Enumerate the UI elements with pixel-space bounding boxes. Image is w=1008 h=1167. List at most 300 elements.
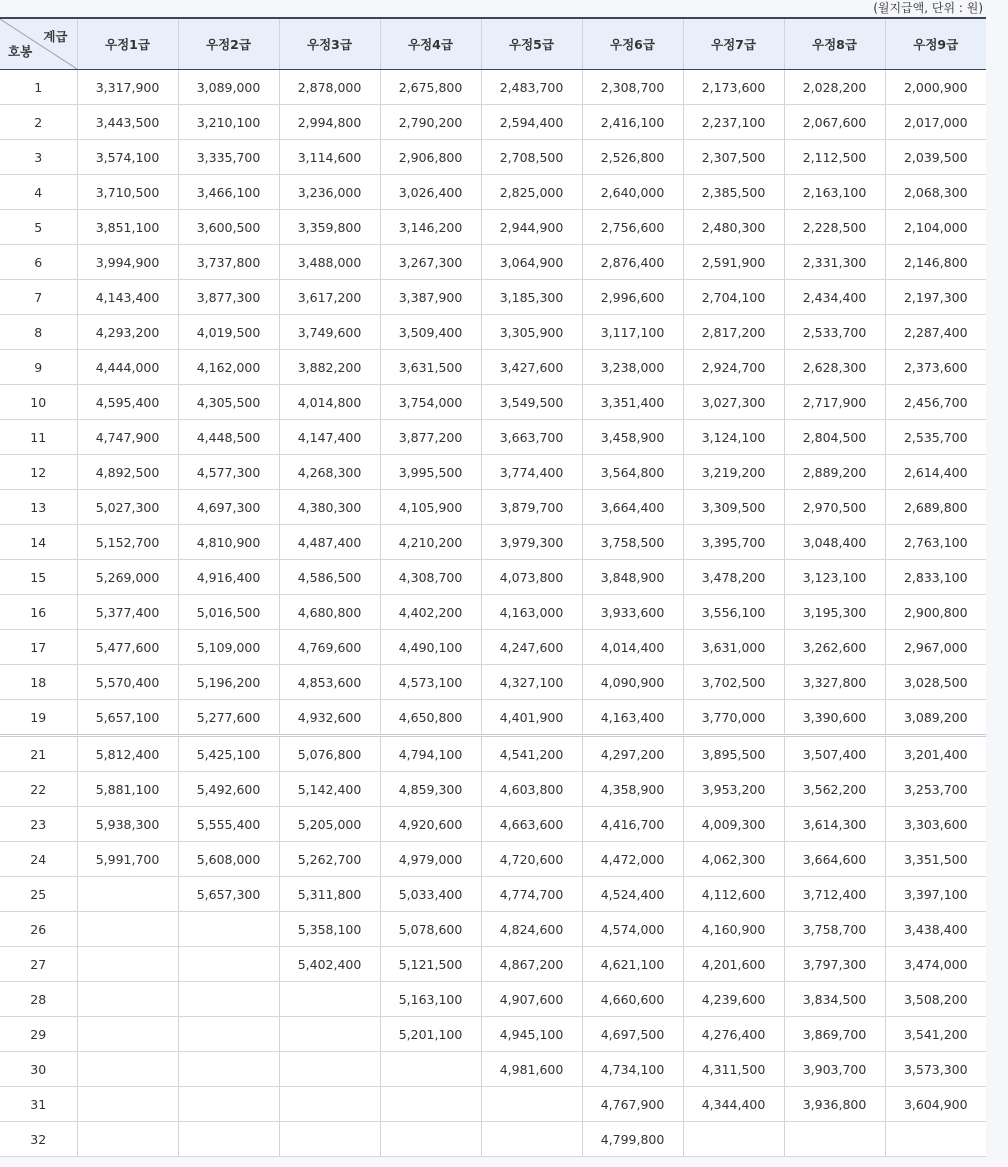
step-cell: 9 xyxy=(0,350,77,385)
table-row xyxy=(0,807,986,842)
salary-cell: 3,146,200 xyxy=(380,210,481,245)
step-cell: 1 xyxy=(0,70,77,105)
salary-cell: 4,859,300 xyxy=(380,772,481,807)
salary-cell: 3,631,500 xyxy=(380,350,481,385)
salary-cell: 3,737,800 xyxy=(178,245,279,280)
salary-cell: 2,594,400 xyxy=(481,105,582,140)
salary-cell: 4,472,000 xyxy=(582,842,683,877)
step-cell: 13 xyxy=(0,490,77,525)
salary-cell: 2,967,000 xyxy=(885,630,986,665)
salary-cell: 2,307,500 xyxy=(683,140,784,175)
salary-cell: 4,916,400 xyxy=(178,560,279,595)
salary-cell: 4,073,800 xyxy=(481,560,582,595)
salary-cell: 4,268,300 xyxy=(279,455,380,490)
salary-cell: 2,906,800 xyxy=(380,140,481,175)
salary-cell: 2,628,300 xyxy=(784,350,885,385)
salary-cell: 5,377,400 xyxy=(77,595,178,630)
step-cell: 24 xyxy=(0,842,77,877)
salary-cell: 5,076,800 xyxy=(279,736,380,772)
table-row xyxy=(0,982,986,1017)
salary-cell: 2,480,300 xyxy=(683,210,784,245)
salary-cell: 2,817,200 xyxy=(683,315,784,350)
salary-cell: 5,196,200 xyxy=(178,665,279,700)
salary-cell: 3,195,300 xyxy=(784,595,885,630)
step-cell: 25 xyxy=(0,877,77,912)
salary-cell: 2,228,500 xyxy=(784,210,885,245)
salary-cell: 2,163,100 xyxy=(784,175,885,210)
salary-cell: 4,981,600 xyxy=(481,1052,582,1087)
salary-cell: 5,163,100 xyxy=(380,982,481,1017)
table-row xyxy=(0,210,986,245)
table-row xyxy=(0,525,986,560)
salary-cell: 4,574,000 xyxy=(582,912,683,947)
table-row xyxy=(0,455,986,490)
salary-cell xyxy=(77,1017,178,1052)
salary-cell: 3,351,500 xyxy=(885,842,986,877)
table-row xyxy=(0,842,986,877)
table-row xyxy=(0,350,986,385)
salary-cell: 2,790,200 xyxy=(380,105,481,140)
salary-cell: 5,492,600 xyxy=(178,772,279,807)
salary-cell: 2,068,300 xyxy=(885,175,986,210)
salary-cell: 3,869,700 xyxy=(784,1017,885,1052)
table-row xyxy=(0,1122,986,1157)
salary-cell: 2,708,500 xyxy=(481,140,582,175)
salary-cell xyxy=(77,1122,178,1157)
salary-cell: 3,508,200 xyxy=(885,982,986,1017)
salary-cell: 3,048,400 xyxy=(784,525,885,560)
salary-cell: 3,936,800 xyxy=(784,1087,885,1122)
salary-cell: 3,124,100 xyxy=(683,420,784,455)
salary-cell: 2,434,400 xyxy=(784,280,885,315)
salary-cell: 3,488,000 xyxy=(279,245,380,280)
salary-cell: 2,994,800 xyxy=(279,105,380,140)
salary-cell xyxy=(77,1087,178,1122)
step-cell: 27 xyxy=(0,947,77,982)
salary-cell: 3,123,100 xyxy=(784,560,885,595)
salary-cell: 3,770,000 xyxy=(683,700,784,736)
salary-cell: 5,078,600 xyxy=(380,912,481,947)
salary-cell: 2,689,800 xyxy=(885,490,986,525)
salary-cell: 4,327,100 xyxy=(481,665,582,700)
salary-cell: 2,287,400 xyxy=(885,315,986,350)
salary-cell: 2,591,900 xyxy=(683,245,784,280)
salary-cell: 4,014,800 xyxy=(279,385,380,420)
salary-cell: 2,717,900 xyxy=(784,385,885,420)
salary-cell: 3,758,500 xyxy=(582,525,683,560)
salary-cell: 4,774,700 xyxy=(481,877,582,912)
salary-cell: 4,239,600 xyxy=(683,982,784,1017)
table-row xyxy=(0,772,986,807)
salary-cell: 4,577,300 xyxy=(178,455,279,490)
table-row xyxy=(0,1052,986,1087)
salary-cell: 4,160,900 xyxy=(683,912,784,947)
salary-cell: 4,595,400 xyxy=(77,385,178,420)
salary-cell: 4,402,200 xyxy=(380,595,481,630)
salary-cell: 5,033,400 xyxy=(380,877,481,912)
salary-cell: 4,311,500 xyxy=(683,1052,784,1087)
salary-cell: 5,205,000 xyxy=(279,807,380,842)
salary-cell: 5,201,100 xyxy=(380,1017,481,1052)
salary-cell: 2,533,700 xyxy=(784,315,885,350)
salary-cell: 4,621,100 xyxy=(582,947,683,982)
salary-cell: 4,247,600 xyxy=(481,630,582,665)
salary-cell: 3,387,900 xyxy=(380,280,481,315)
salary-cell: 3,185,300 xyxy=(481,280,582,315)
salary-cell xyxy=(279,1087,380,1122)
salary-cell xyxy=(481,1122,582,1157)
salary-cell: 4,163,000 xyxy=(481,595,582,630)
salary-cell xyxy=(77,877,178,912)
step-axis-label: 호봉 xyxy=(8,44,33,59)
salary-cell: 3,507,400 xyxy=(784,736,885,772)
salary-cell: 4,767,900 xyxy=(582,1087,683,1122)
salary-cell: 3,443,500 xyxy=(77,105,178,140)
salary-cell: 3,834,500 xyxy=(784,982,885,1017)
salary-cell: 3,600,500 xyxy=(178,210,279,245)
salary-cell: 3,262,600 xyxy=(784,630,885,665)
salary-cell: 3,617,200 xyxy=(279,280,380,315)
table-row xyxy=(0,420,986,455)
salary-cell: 3,305,900 xyxy=(481,315,582,350)
salary-cell: 4,697,300 xyxy=(178,490,279,525)
salary-cell: 4,293,200 xyxy=(77,315,178,350)
column-header-grade-9: 우정9급 xyxy=(885,18,986,70)
table-row xyxy=(0,490,986,525)
salary-cell: 3,631,000 xyxy=(683,630,784,665)
salary-cell: 4,734,100 xyxy=(582,1052,683,1087)
salary-cell: 4,853,600 xyxy=(279,665,380,700)
step-cell: 4 xyxy=(0,175,77,210)
salary-cell: 4,663,600 xyxy=(481,807,582,842)
salary-cell: 4,401,900 xyxy=(481,700,582,736)
salary-cell: 2,000,900 xyxy=(885,70,986,105)
step-cell: 8 xyxy=(0,315,77,350)
salary-cell: 2,640,000 xyxy=(582,175,683,210)
salary-cell: 4,524,400 xyxy=(582,877,683,912)
salary-cell: 3,877,200 xyxy=(380,420,481,455)
salary-cell: 3,758,700 xyxy=(784,912,885,947)
salary-cell xyxy=(178,1122,279,1157)
table-body xyxy=(0,70,986,1157)
salary-cell: 2,146,800 xyxy=(885,245,986,280)
salary-cell: 2,112,500 xyxy=(784,140,885,175)
salary-cell: 3,664,400 xyxy=(582,490,683,525)
salary-cell: 4,163,400 xyxy=(582,700,683,736)
salary-cell xyxy=(178,912,279,947)
salary-cell: 2,104,000 xyxy=(885,210,986,245)
salary-cell: 3,253,700 xyxy=(885,772,986,807)
salary-cell: 2,756,600 xyxy=(582,210,683,245)
salary-cell: 2,763,100 xyxy=(885,525,986,560)
salary-cell: 2,944,900 xyxy=(481,210,582,245)
salary-cell: 3,663,700 xyxy=(481,420,582,455)
salary-cell: 4,305,500 xyxy=(178,385,279,420)
grade-axis-label: 계급 xyxy=(43,29,68,44)
salary-cell: 3,895,500 xyxy=(683,736,784,772)
step-cell: 30 xyxy=(0,1052,77,1087)
salary-cell: 4,062,300 xyxy=(683,842,784,877)
salary-cell: 3,351,400 xyxy=(582,385,683,420)
step-cell: 22 xyxy=(0,772,77,807)
salary-cell: 4,747,900 xyxy=(77,420,178,455)
salary-cell: 3,335,700 xyxy=(178,140,279,175)
salary-cell: 5,608,000 xyxy=(178,842,279,877)
salary-cell: 5,657,100 xyxy=(77,700,178,736)
salary-cell: 2,416,100 xyxy=(582,105,683,140)
salary-cell: 2,017,000 xyxy=(885,105,986,140)
salary-cell: 2,614,400 xyxy=(885,455,986,490)
salary-cell: 4,660,600 xyxy=(582,982,683,1017)
salary-cell: 3,309,500 xyxy=(683,490,784,525)
column-header-grade-4: 우정4급 xyxy=(380,18,481,70)
salary-cell: 4,920,600 xyxy=(380,807,481,842)
salary-cell: 4,979,000 xyxy=(380,842,481,877)
salary-cell: 2,237,100 xyxy=(683,105,784,140)
salary-cell: 3,848,900 xyxy=(582,560,683,595)
salary-cell: 3,359,800 xyxy=(279,210,380,245)
step-cell: 12 xyxy=(0,455,77,490)
step-cell: 5 xyxy=(0,210,77,245)
table-row xyxy=(0,736,986,772)
step-cell: 26 xyxy=(0,912,77,947)
salary-cell: 4,444,000 xyxy=(77,350,178,385)
salary-cell: 4,824,600 xyxy=(481,912,582,947)
salary-cell: 3,317,900 xyxy=(77,70,178,105)
step-cell: 23 xyxy=(0,807,77,842)
table-row xyxy=(0,700,986,736)
salary-cell: 2,889,200 xyxy=(784,455,885,490)
salary-cell: 2,996,600 xyxy=(582,280,683,315)
salary-cell: 4,490,100 xyxy=(380,630,481,665)
salary-cell: 3,797,300 xyxy=(784,947,885,982)
salary-cell: 5,570,400 xyxy=(77,665,178,700)
salary-cell: 3,882,200 xyxy=(279,350,380,385)
step-cell: 28 xyxy=(0,982,77,1017)
salary-cell: 3,114,600 xyxy=(279,140,380,175)
salary-cell xyxy=(77,1052,178,1087)
salary-cell xyxy=(178,1087,279,1122)
step-cell: 15 xyxy=(0,560,77,595)
table-row xyxy=(0,877,986,912)
salary-cell: 5,109,000 xyxy=(178,630,279,665)
salary-cell xyxy=(279,982,380,1017)
step-cell: 21 xyxy=(0,736,77,772)
salary-cell: 2,483,700 xyxy=(481,70,582,105)
salary-cell: 3,879,700 xyxy=(481,490,582,525)
salary-cell: 3,303,600 xyxy=(885,807,986,842)
salary-cell xyxy=(77,947,178,982)
salary-cell: 3,604,900 xyxy=(885,1087,986,1122)
step-cell: 32 xyxy=(0,1122,77,1157)
salary-cell: 4,162,000 xyxy=(178,350,279,385)
salary-cell: 4,090,900 xyxy=(582,665,683,700)
salary-cell: 5,938,300 xyxy=(77,807,178,842)
table-row xyxy=(0,595,986,630)
salary-cell: 4,945,100 xyxy=(481,1017,582,1052)
salary-cell: 4,720,600 xyxy=(481,842,582,877)
step-cell: 3 xyxy=(0,140,77,175)
salary-cell: 3,702,500 xyxy=(683,665,784,700)
salary-cell: 3,028,500 xyxy=(885,665,986,700)
table-row xyxy=(0,280,986,315)
step-cell: 7 xyxy=(0,280,77,315)
salary-cell: 4,147,400 xyxy=(279,420,380,455)
salary-cell: 5,269,000 xyxy=(77,560,178,595)
step-cell: 6 xyxy=(0,245,77,280)
salary-cell: 3,395,700 xyxy=(683,525,784,560)
salary-cell: 5,277,600 xyxy=(178,700,279,736)
salary-cell: 5,555,400 xyxy=(178,807,279,842)
salary-cell: 2,331,300 xyxy=(784,245,885,280)
column-header-grade-3: 우정3급 xyxy=(279,18,380,70)
salary-cell xyxy=(178,982,279,1017)
salary-cell: 2,675,800 xyxy=(380,70,481,105)
salary-cell: 2,804,500 xyxy=(784,420,885,455)
salary-cell xyxy=(178,1052,279,1087)
table-row xyxy=(0,175,986,210)
salary-cell: 2,385,500 xyxy=(683,175,784,210)
salary-cell: 3,478,200 xyxy=(683,560,784,595)
salary-cell: 5,425,100 xyxy=(178,736,279,772)
salary-cell: 3,427,600 xyxy=(481,350,582,385)
salary-cell: 3,027,300 xyxy=(683,385,784,420)
salary-cell: 4,105,900 xyxy=(380,490,481,525)
salary-cell: 3,564,800 xyxy=(582,455,683,490)
salary-cell: 3,994,900 xyxy=(77,245,178,280)
salary-cell: 5,657,300 xyxy=(178,877,279,912)
salary-cell: 3,089,200 xyxy=(885,700,986,736)
salary-cell: 3,664,600 xyxy=(784,842,885,877)
salary-cell xyxy=(77,912,178,947)
salary-cell: 4,014,400 xyxy=(582,630,683,665)
step-cell: 19 xyxy=(0,700,77,736)
salary-cell: 3,201,400 xyxy=(885,736,986,772)
salary-cell: 5,121,500 xyxy=(380,947,481,982)
salary-cell: 3,089,000 xyxy=(178,70,279,105)
salary-cell: 4,541,200 xyxy=(481,736,582,772)
salary-cell xyxy=(77,982,178,1017)
salary-cell: 4,019,500 xyxy=(178,315,279,350)
salary-cell: 3,390,600 xyxy=(784,700,885,736)
salary-cell: 4,448,500 xyxy=(178,420,279,455)
salary-cell: 4,907,600 xyxy=(481,982,582,1017)
table-row xyxy=(0,630,986,665)
salary-cell: 2,308,700 xyxy=(582,70,683,105)
salary-cell: 4,799,800 xyxy=(582,1122,683,1157)
salary-cell: 2,373,600 xyxy=(885,350,986,385)
salary-cell xyxy=(178,947,279,982)
salary-cell: 2,900,800 xyxy=(885,595,986,630)
column-header-grade-5: 우정5급 xyxy=(481,18,582,70)
salary-cell: 4,487,400 xyxy=(279,525,380,560)
table-row xyxy=(0,140,986,175)
salary-cell: 4,416,700 xyxy=(582,807,683,842)
salary-cell: 2,197,300 xyxy=(885,280,986,315)
table-row xyxy=(0,105,986,140)
salary-cell: 4,603,800 xyxy=(481,772,582,807)
salary-cell: 3,327,800 xyxy=(784,665,885,700)
salary-cell: 2,924,700 xyxy=(683,350,784,385)
salary-cell: 4,794,100 xyxy=(380,736,481,772)
table-row xyxy=(0,1017,986,1052)
salary-cell: 2,039,500 xyxy=(885,140,986,175)
salary-cell: 4,697,500 xyxy=(582,1017,683,1052)
salary-cell: 3,574,100 xyxy=(77,140,178,175)
salary-cell: 2,833,100 xyxy=(885,560,986,595)
unit-note: (월지급액, 단위 : 원) xyxy=(873,1,983,15)
salary-cell: 3,219,200 xyxy=(683,455,784,490)
table-row xyxy=(0,1087,986,1122)
salary-cell: 3,267,300 xyxy=(380,245,481,280)
header-row xyxy=(0,18,986,70)
salary-cell: 3,438,400 xyxy=(885,912,986,947)
salary-cell: 3,754,000 xyxy=(380,385,481,420)
salary-cell: 4,932,600 xyxy=(279,700,380,736)
salary-cell: 3,556,100 xyxy=(683,595,784,630)
salary-cell: 3,851,100 xyxy=(77,210,178,245)
step-cell: 2 xyxy=(0,105,77,140)
salary-cell: 3,466,100 xyxy=(178,175,279,210)
salary-cell: 3,903,700 xyxy=(784,1052,885,1087)
salary-cell: 3,549,500 xyxy=(481,385,582,420)
salary-cell: 4,112,600 xyxy=(683,877,784,912)
column-header-grade-8: 우정8급 xyxy=(784,18,885,70)
salary-cell: 3,877,300 xyxy=(178,280,279,315)
salary-cell: 3,236,000 xyxy=(279,175,380,210)
salary-cell: 3,712,400 xyxy=(784,877,885,912)
salary-cell: 2,970,500 xyxy=(784,490,885,525)
salary-cell: 3,474,000 xyxy=(885,947,986,982)
salary-cell: 4,143,400 xyxy=(77,280,178,315)
salary-cell: 5,262,700 xyxy=(279,842,380,877)
column-header-grade-1: 우정1급 xyxy=(77,18,178,70)
salary-cell: 4,210,200 xyxy=(380,525,481,560)
salary-cell: 3,573,300 xyxy=(885,1052,986,1087)
step-cell: 14 xyxy=(0,525,77,560)
step-cell: 10 xyxy=(0,385,77,420)
salary-cell: 5,991,700 xyxy=(77,842,178,877)
salary-cell: 5,016,500 xyxy=(178,595,279,630)
salary-cell: 4,586,500 xyxy=(279,560,380,595)
salary-cell: 3,979,300 xyxy=(481,525,582,560)
salary-cell: 3,210,100 xyxy=(178,105,279,140)
table-row xyxy=(0,560,986,595)
salary-cell: 3,710,500 xyxy=(77,175,178,210)
salary-cell xyxy=(784,1122,885,1157)
salary-cell xyxy=(380,1052,481,1087)
table-row xyxy=(0,385,986,420)
salary-cell: 3,238,000 xyxy=(582,350,683,385)
step-cell: 18 xyxy=(0,665,77,700)
salary-cell: 4,308,700 xyxy=(380,560,481,595)
salary-cell xyxy=(279,1017,380,1052)
salary-cell: 2,526,800 xyxy=(582,140,683,175)
salary-cell: 4,769,600 xyxy=(279,630,380,665)
corner-header xyxy=(0,18,77,70)
salary-cell xyxy=(279,1122,380,1157)
salary-cell xyxy=(481,1087,582,1122)
salary-cell: 3,933,600 xyxy=(582,595,683,630)
salary-cell: 3,749,600 xyxy=(279,315,380,350)
salary-cell: 2,878,000 xyxy=(279,70,380,105)
salary-cell: 5,477,600 xyxy=(77,630,178,665)
salary-cell: 5,812,400 xyxy=(77,736,178,772)
salary-cell: 4,297,200 xyxy=(582,736,683,772)
table-row xyxy=(0,245,986,280)
salary-cell xyxy=(885,1122,986,1157)
salary-cell: 3,026,400 xyxy=(380,175,481,210)
